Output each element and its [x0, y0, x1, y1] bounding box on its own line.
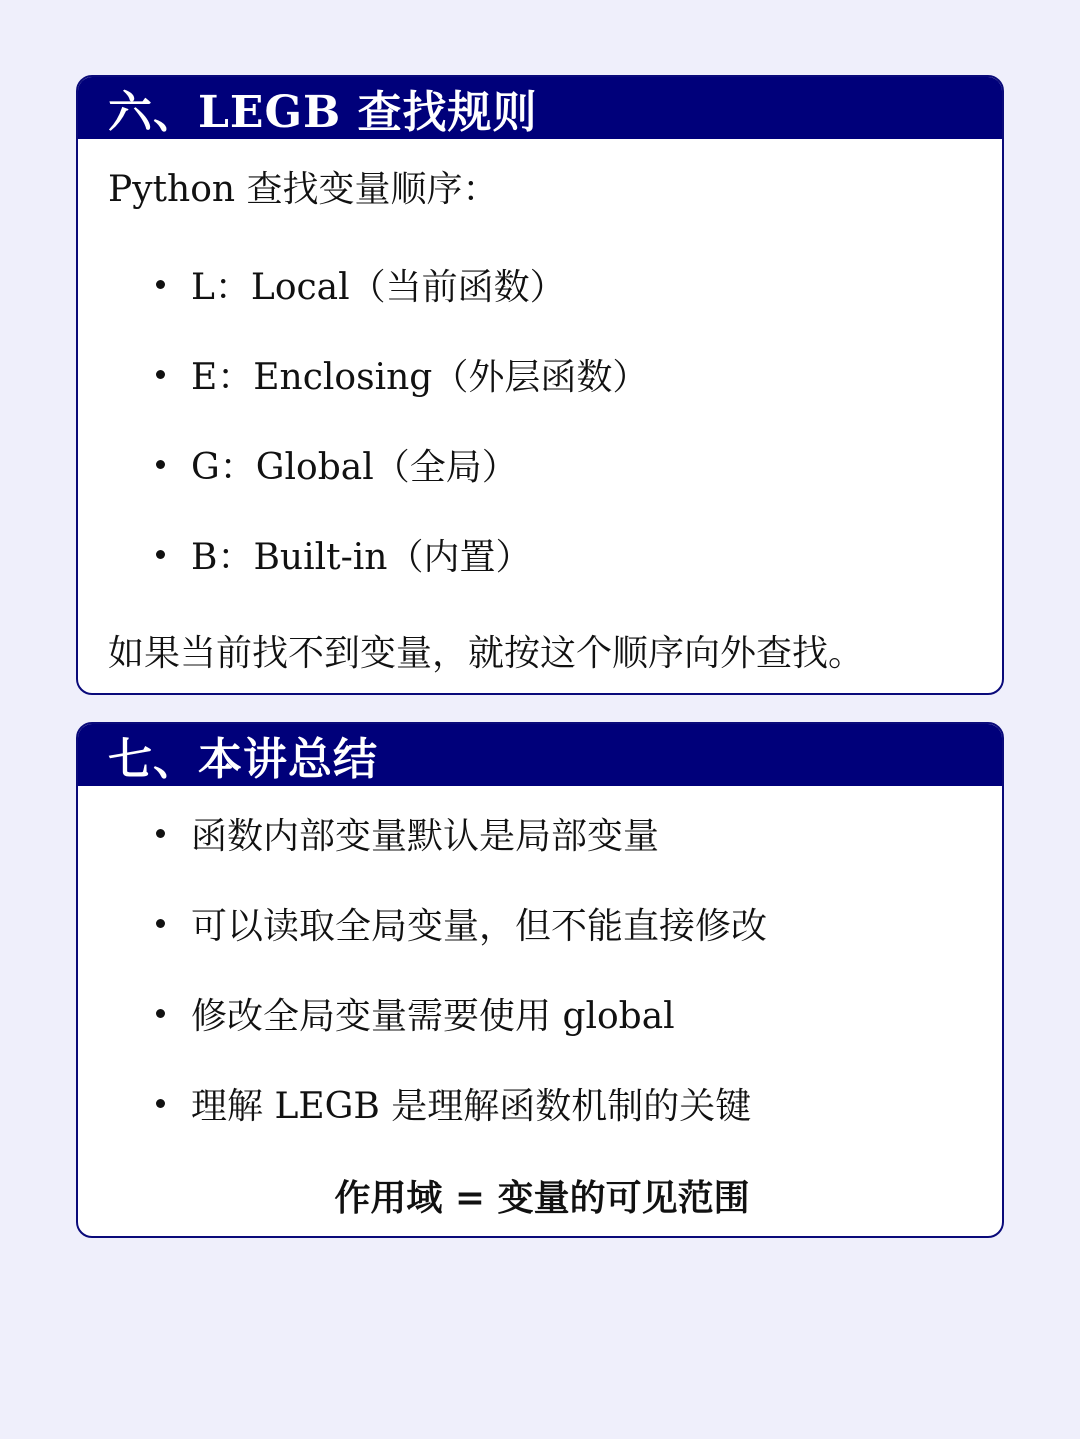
summary-list [156, 788, 767, 1148]
bullet-icon [156, 1009, 165, 1018]
bullet-icon [156, 829, 165, 838]
summary-box [76, 722, 1004, 1238]
legb-box [76, 75, 1004, 695]
summary-item [156, 788, 767, 878]
bullet-icon [156, 370, 165, 379]
legb-outro: 如果当前找不到变量，就按这个顺序向外查找。 [108, 633, 865, 674]
summary-item-label: 可以读取全局变量，但不能直接修改 [191, 905, 768, 947]
summary-item-label: 理解 LEGB 是理解函数机制的关键 [191, 1085, 752, 1127]
legb-item-builtin [156, 509, 648, 599]
legb-item-label: L：Local（当前函数） [191, 266, 566, 308]
legb-item-local [156, 239, 648, 329]
summary-item-label: 函数内部变量默认是局部变量 [191, 815, 660, 857]
bullet-icon [156, 550, 165, 559]
legb-item-global [156, 419, 648, 509]
bullet-icon [156, 460, 165, 469]
legb-intro: Python 查找变量顺序： [108, 169, 499, 210]
bullet-icon [156, 280, 165, 289]
summary-conclusion: 作用域 = 变量的可见范围 [334, 1177, 750, 1219]
legb-item-enclosing [156, 329, 648, 419]
summary-box-header [78, 724, 1002, 786]
legb-list [156, 239, 648, 599]
legb-box-header [78, 77, 1002, 139]
bullet-icon [156, 1099, 165, 1108]
legb-item-label: E：Enclosing（外层函数） [191, 356, 649, 398]
legb-item-label: B：Built-in（内置） [191, 536, 532, 578]
legb-item-label: G：Global（全局） [191, 446, 518, 488]
legb-box-title: 六、LEGB 查找规则 [108, 87, 538, 138]
summary-item [156, 878, 767, 968]
summary-item [156, 968, 767, 1058]
summary-box-title: 七、本讲总结 [108, 734, 378, 785]
bullet-icon [156, 919, 165, 928]
summary-item-label: 修改全局变量需要使用 global [191, 995, 675, 1037]
summary-item [156, 1058, 767, 1148]
